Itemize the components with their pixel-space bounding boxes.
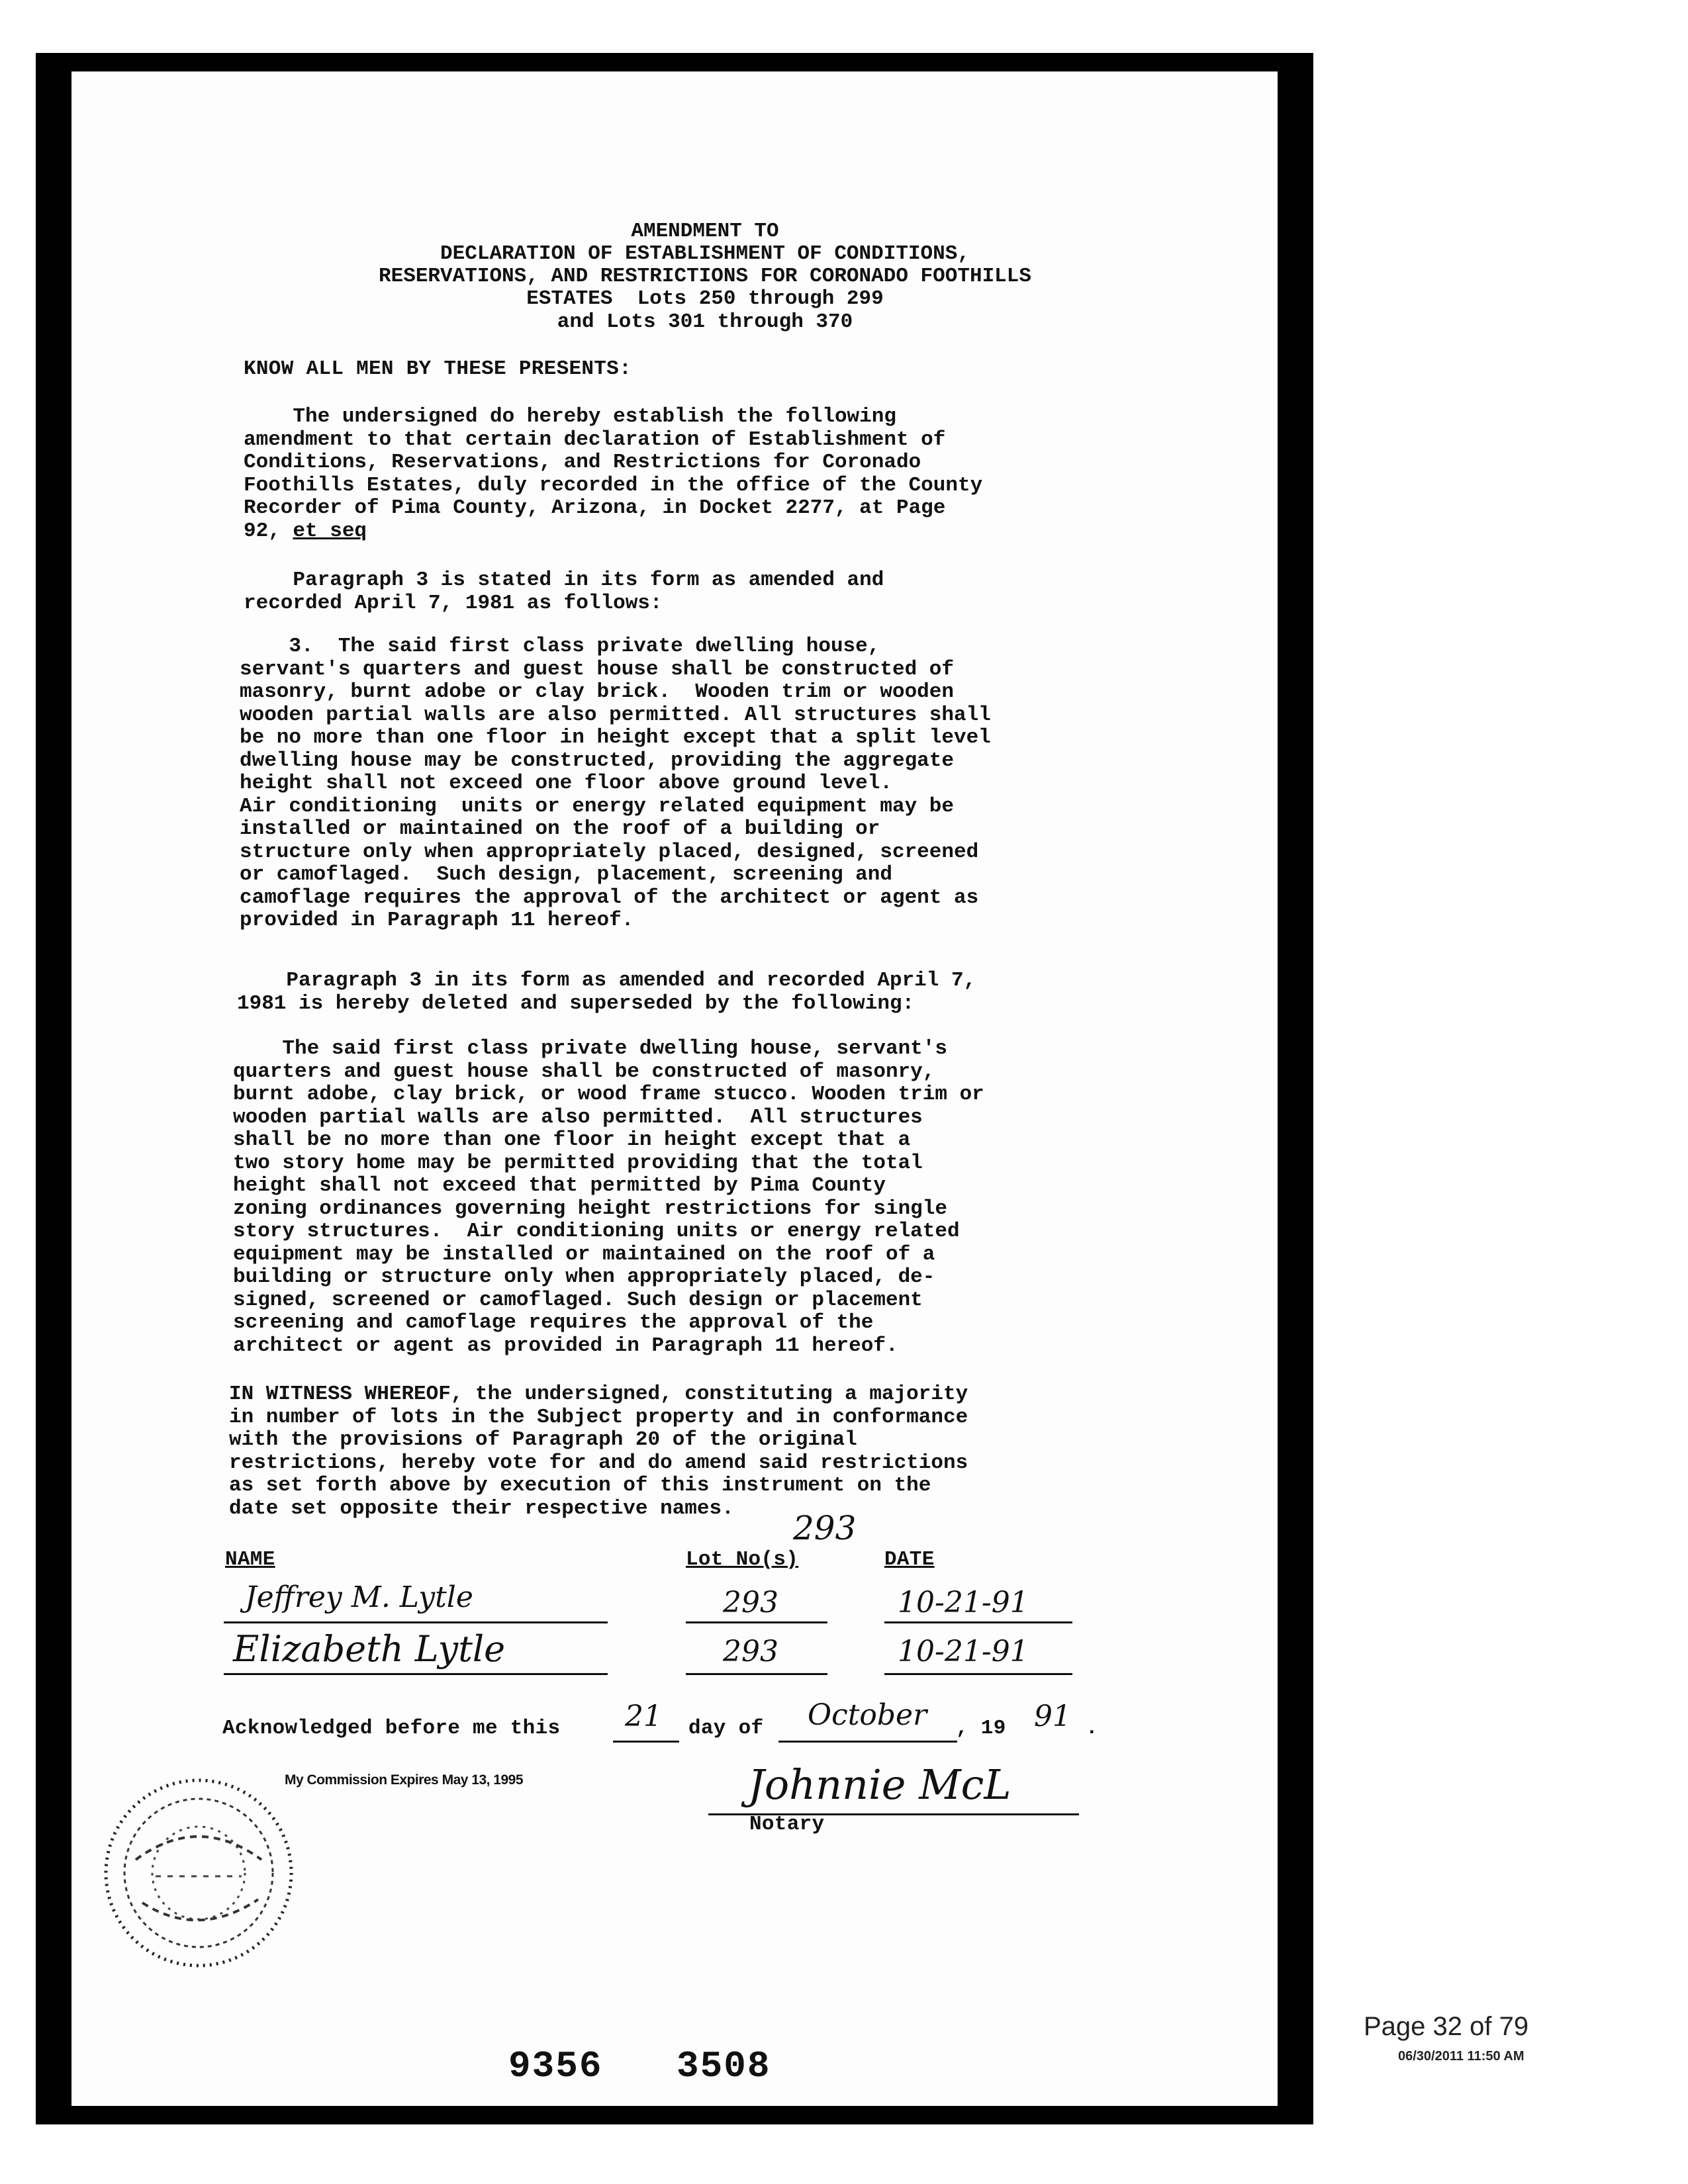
witness-line: with the provisions of Paragraph 20 of the original (229, 1428, 857, 1451)
new-line: shall be no more than one floor in height except that a (233, 1128, 911, 1152)
intro-page-ref: 92, (244, 519, 293, 543)
stated-line: Paragraph 3 is stated in its form as amended and (244, 569, 884, 592)
lot-line-1 (686, 1621, 827, 1623)
new-line: architect or agent as provided in Paragraph 11 hereof. (233, 1334, 898, 1357)
page-counter: Page 32 of 79 (1364, 2012, 1529, 2041)
old-line: or camoflaged. Such design, placement, screening and (240, 863, 892, 886)
new-line: equipment may be installed or maintained on the roof of a (233, 1242, 935, 1266)
ack-day-of: day of (688, 1717, 764, 1740)
intro-line: The undersigned do hereby establish the following (244, 405, 896, 428)
intro-line: Conditions, Reservations, and Restrictions for Coronado (244, 451, 921, 474)
old-line: masonry, burnt adobe or clay brick. Wooden trim or wooden (240, 680, 954, 704)
new-line: two story home may be permitted providing that the total (233, 1151, 923, 1175)
signature-line-1 (224, 1621, 608, 1623)
deleted-line: Paragraph 3 in its form as amended and recorded April 7, (237, 969, 976, 992)
witness-line: as set forth above by execution of this instrument on the (229, 1474, 931, 1497)
new-line: screening and camoflage requires the approval of the (233, 1311, 874, 1334)
old-line: structure only when appropriately placed, designed, screened (240, 840, 979, 864)
witness-line: restrictions, hereby vote for and do amend said restrictions (229, 1451, 968, 1475)
witness-line: in number of lots in the Subject property and in conformance (229, 1405, 968, 1429)
header-date: DATE (884, 1548, 935, 1571)
new-line: wooden partial walls are also permitted. All structures (233, 1105, 923, 1129)
old-line: dwelling house may be constructed, providing the aggregate (240, 749, 954, 772)
intro-line: amendment to that certain declaration of Establishment of (244, 428, 946, 451)
ack-month-line (778, 1741, 957, 1743)
ack-year-prefix: , 19 (956, 1717, 1006, 1740)
new-line: signed, screened or camoflaged. Such design or placement (233, 1288, 923, 1312)
date-1: 10-21-91 (898, 1586, 1029, 1619)
salutation: KNOW ALL MEN BY THESE PRESENTS: (244, 357, 632, 381)
date-2: 10-21-91 (898, 1635, 1029, 1668)
docket-number: 9356 (508, 2045, 603, 2087)
ack-day: 21 (625, 1700, 662, 1733)
new-line: height shall not exceed that permitted by Pima County (233, 1174, 886, 1197)
old-line: Air conditioning units or energy related equipment may be (240, 794, 954, 818)
notary-label: Notary (749, 1813, 825, 1836)
signature-name-2: Elizabeth Lytle (233, 1628, 506, 1670)
old-line: 3. The said first class private dwelling house, (240, 635, 880, 658)
signature-line-2 (224, 1673, 608, 1675)
lot-line-2 (686, 1673, 827, 1675)
intro-paragraph (244, 406, 982, 543)
new-line: burnt adobe, clay brick, or wood frame stucco. Wooden trim or (233, 1083, 984, 1106)
new-line: zoning ordinances governing height restrictions for single (233, 1197, 947, 1220)
intro-line-last (244, 520, 982, 543)
old-line: height shall not exceed one floor above ground level. (240, 772, 892, 795)
date-line-2 (884, 1673, 1072, 1675)
date-line-1 (884, 1621, 1072, 1623)
lot-annotation: 293 (793, 1509, 857, 1547)
paragraph-stated (244, 569, 884, 615)
new-line: quarters and guest house shall be constructed of masonry, (233, 1060, 935, 1083)
witness-paragraph (229, 1383, 968, 1520)
page-number-stamp: 3508 (677, 2045, 771, 2087)
title-line-4: ESTATES Lots 250 through 299 (526, 287, 884, 310)
old-line: installed or maintained on the roof of a building or (240, 817, 880, 841)
commission-expires: My Commission Expires May 13, 1995 (285, 1772, 524, 1788)
paragraph-3-original (240, 635, 991, 933)
print-timestamp: 06/30/2011 11:50 AM (1398, 2049, 1524, 2064)
new-line: The said first class private dwelling house, servant's (233, 1037, 947, 1060)
ack-day-line (613, 1741, 679, 1743)
intro-line: Foothills Estates, duly recorded in the office of the County (244, 473, 983, 497)
paragraph-deleted (237, 970, 976, 1015)
witness-line: IN WITNESS WHEREOF, the undersigned, constituting a majority (229, 1383, 968, 1406)
ack-year: 91 (1034, 1700, 1071, 1733)
acknowledgment-prefix: Acknowledged before me this (222, 1717, 561, 1740)
header-lot: Lot No(s) (686, 1548, 799, 1571)
notary-signature: Johnnie McL (748, 1760, 1011, 1809)
stated-line: recorded April 7, 1981 as follows: (244, 591, 663, 615)
notary-seal-stamp (89, 1760, 308, 1979)
ack-suffix: . (1086, 1717, 1098, 1740)
header-name: NAME (225, 1548, 275, 1571)
old-line: be no more than one floor in height except that a split level (240, 726, 991, 749)
lot-number-1: 293 (723, 1586, 778, 1619)
title-line-3: RESERVATIONS, AND RESTRICTIONS FOR CORONADO FOOTHILLS (379, 265, 1031, 288)
new-line: story structures. Air conditioning units or energy related (233, 1220, 960, 1243)
old-line: provided in Paragraph 11 hereof. (240, 909, 634, 932)
title-line-5: and Lots 301 through 370 (557, 310, 853, 334)
intro-line: Recorder of Pima County, Arizona, in Docket 2277, at Page (244, 496, 946, 520)
paragraph-3-new (233, 1038, 984, 1357)
old-line: camoflage requires the approval of the architect or agent as (240, 886, 979, 909)
lot-number-2: 293 (723, 1635, 778, 1668)
ack-month: October (808, 1698, 927, 1732)
old-line: wooden partial walls are also permitted. All structures shall (240, 703, 991, 727)
signature-name-1: Jeffrey M. Lytle (245, 1580, 473, 1614)
new-line: building or structure only when appropriately placed, de- (233, 1265, 935, 1289)
deleted-line: 1981 is hereby deleted and superseded by the following: (237, 991, 915, 1015)
title-line-2: DECLARATION OF ESTABLISHMENT OF CONDITIONS, (440, 242, 970, 265)
title-line-1: AMENDMENT TO (631, 220, 779, 243)
et-seq: et seq (293, 519, 367, 543)
witness-line: date set opposite their respective names. (229, 1496, 734, 1520)
old-line: servant's quarters and guest house shall be constructed of (240, 657, 954, 681)
